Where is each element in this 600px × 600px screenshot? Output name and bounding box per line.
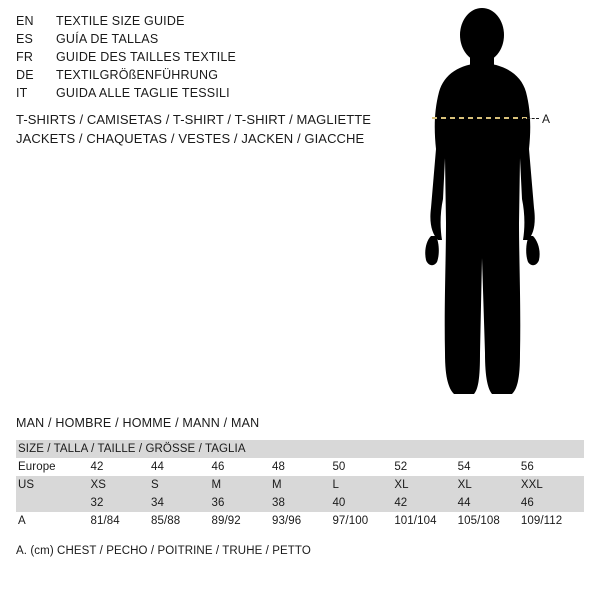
table-header-row bbox=[16, 440, 584, 458]
cell: 50 bbox=[332, 461, 346, 473]
cell: 97/100 bbox=[332, 515, 369, 527]
cell: 93/96 bbox=[271, 515, 302, 527]
cell: M bbox=[211, 479, 222, 491]
language-row bbox=[16, 68, 416, 86]
row-label: Europe bbox=[18, 461, 56, 473]
cell: 48 bbox=[271, 461, 285, 473]
language-row bbox=[16, 14, 416, 32]
language-title: GUÍA DE TALLAS bbox=[56, 32, 159, 46]
cell: 56 bbox=[520, 461, 534, 473]
table-footnote: A. (cm) CHEST / PECHO / POITRINE / TRUHE / PETTO bbox=[16, 545, 311, 557]
measure-leader-line bbox=[523, 118, 539, 119]
table-row bbox=[16, 512, 584, 530]
cell: 46 bbox=[211, 461, 225, 473]
language-title: TEXTILE SIZE GUIDE bbox=[56, 14, 185, 28]
cell: 109/112 bbox=[520, 515, 563, 527]
cell: 81/84 bbox=[90, 515, 120, 527]
language-code: FR bbox=[16, 50, 34, 64]
male-silhouette-icon bbox=[382, 8, 582, 408]
cell: 32 bbox=[90, 497, 104, 509]
cell: S bbox=[150, 479, 159, 491]
cell: 105/108 bbox=[457, 515, 500, 527]
cell: XL bbox=[457, 479, 472, 491]
table-header-label: SIZE / TALLA / TAILLE / GRÖSSE / TAGLIA bbox=[18, 443, 246, 455]
cell: 36 bbox=[211, 497, 225, 509]
cell: 101/104 bbox=[394, 515, 437, 527]
cell: M bbox=[271, 479, 282, 491]
cell: XL bbox=[394, 479, 409, 491]
cell: 52 bbox=[394, 461, 408, 473]
cell: 38 bbox=[271, 497, 285, 509]
category-headings bbox=[16, 110, 436, 148]
cell: 40 bbox=[332, 497, 346, 509]
language-list bbox=[16, 14, 416, 104]
language-title: TEXTILGRÖßENFÜHRUNG bbox=[56, 68, 219, 82]
size-table bbox=[16, 440, 584, 530]
row-label: A bbox=[18, 515, 26, 527]
row-label: US bbox=[18, 479, 35, 491]
language-code: IT bbox=[16, 86, 28, 100]
cell: 54 bbox=[457, 461, 471, 473]
language-row bbox=[16, 32, 416, 50]
cell: 34 bbox=[150, 497, 164, 509]
section-heading-man: MAN / HOMBRE / HOMME / MANN / MAN bbox=[16, 416, 260, 430]
language-code: ES bbox=[16, 32, 34, 46]
language-title: GUIDA ALLE TAGLIE TESSILI bbox=[56, 86, 230, 100]
cell: 42 bbox=[394, 497, 408, 509]
measure-label-a: A bbox=[542, 112, 551, 126]
cell: XXL bbox=[520, 479, 543, 491]
row-label bbox=[16, 494, 91, 512]
table-row bbox=[16, 494, 584, 512]
language-row bbox=[16, 86, 416, 104]
language-code: DE bbox=[16, 68, 34, 82]
cell: 44 bbox=[457, 497, 471, 509]
body-figure bbox=[382, 8, 582, 408]
cell: XS bbox=[90, 479, 107, 491]
cell: 42 bbox=[90, 461, 104, 473]
cell: 89/92 bbox=[211, 515, 241, 527]
cell: 46 bbox=[520, 497, 534, 509]
category-jackets: JACKETS / CHAQUETAS / VESTES / JACKEN / GIACCHE bbox=[16, 131, 365, 146]
cell: 85/88 bbox=[150, 515, 181, 527]
cell: 44 bbox=[150, 461, 164, 473]
category-tshirts: T-SHIRTS / CAMISETAS / T-SHIRT / T-SHIRT / MAGLIETTE bbox=[16, 112, 372, 127]
cell: L bbox=[332, 479, 339, 491]
language-row bbox=[16, 50, 416, 68]
table-row bbox=[16, 476, 584, 494]
table-row bbox=[16, 458, 584, 476]
language-title: GUIDE DES TAILLES TEXTILE bbox=[56, 50, 237, 64]
language-code: EN bbox=[16, 14, 34, 28]
